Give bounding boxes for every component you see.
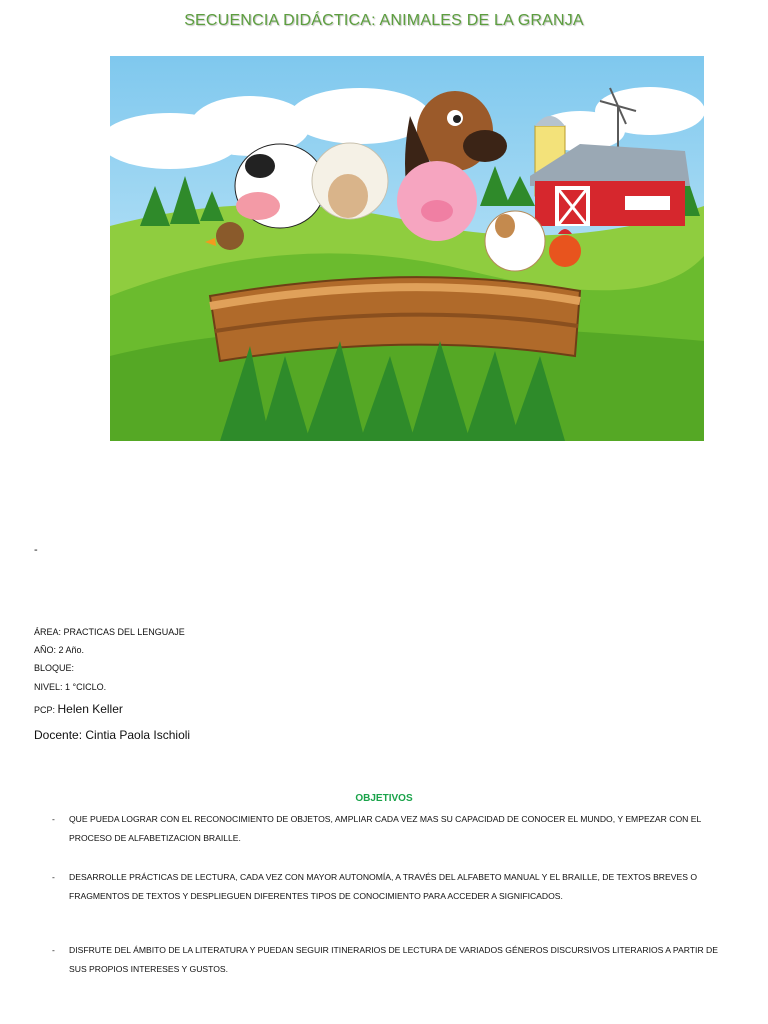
bloque-line: BLOQUE:: [34, 663, 75, 673]
bullet-dash: -: [52, 945, 55, 955]
objective-item: [52, 941, 728, 979]
stray-dash: -: [34, 544, 38, 556]
document-title: SECUENCIA DIDÁCTICA: ANIMALES DE LA GRANJA: [184, 12, 584, 29]
objective-item: [52, 868, 728, 906]
pcp-line: [34, 702, 123, 716]
objective-item: [52, 810, 728, 848]
objective-text: QUE PUEDA LOGRAR CON EL RECONOCIMIENTO DE OBJETOS, AMPLIAR CADA VEZ MAS SU CAPACIDAD DE CONOCER EL MUNDO, Y EMPEZAR CON EL PROCESO DE ALFABETIZACION BRAILLE.: [69, 814, 701, 843]
farm-animals-illustration: [110, 56, 704, 441]
sheep: [312, 143, 388, 219]
objective-text: DESARROLLE PRÁCTICAS DE LECTURA, CADA VEZ CON MAYOR AUTONOMÍA, A TRAVÉS DEL ALFABETO MANUAL Y EL BRAILLE, DE TEXTOS BREVES O FRAGMENTOS DE TEXTOS Y DESPLIEGUEN DIFERENTES TIPOS DE CONOCIMIENTO PARA ACCEDER A SIGNIFICADOS.: [69, 872, 698, 901]
area-line: ÁREA: PRACTICAS DEL LENGUAJE: [34, 627, 185, 637]
dog: [485, 211, 545, 271]
pcp-label: PCP:: [34, 705, 58, 715]
nivel-line: NIVEL: 1 °CICLO.: [34, 682, 107, 692]
pig: [397, 161, 477, 241]
farm-scene-graphic: [110, 56, 704, 441]
anio-line: AÑO: 2 Año.: [34, 645, 85, 655]
bullet-dash: -: [52, 872, 55, 882]
bullet-dash: -: [52, 814, 55, 824]
objetivos-heading: OBJETIVOS: [355, 793, 413, 804]
objective-text: DISFRUTE DEL ÁMBITO DE LA LITERATURA Y PUEDAN SEGUIR ITINERARIOS DE LECTURA DE VARIADOS GÉNEROS DISCURSIVOS LITERARIOS A PARTIR DE SUS PROPIOS INTERESES Y GUSTOS.: [69, 945, 718, 974]
cow: [235, 144, 325, 228]
pcp-value: Helen Keller: [57, 702, 123, 716]
docente-line: Docente: Cintia Paola Ischioli: [34, 728, 191, 742]
